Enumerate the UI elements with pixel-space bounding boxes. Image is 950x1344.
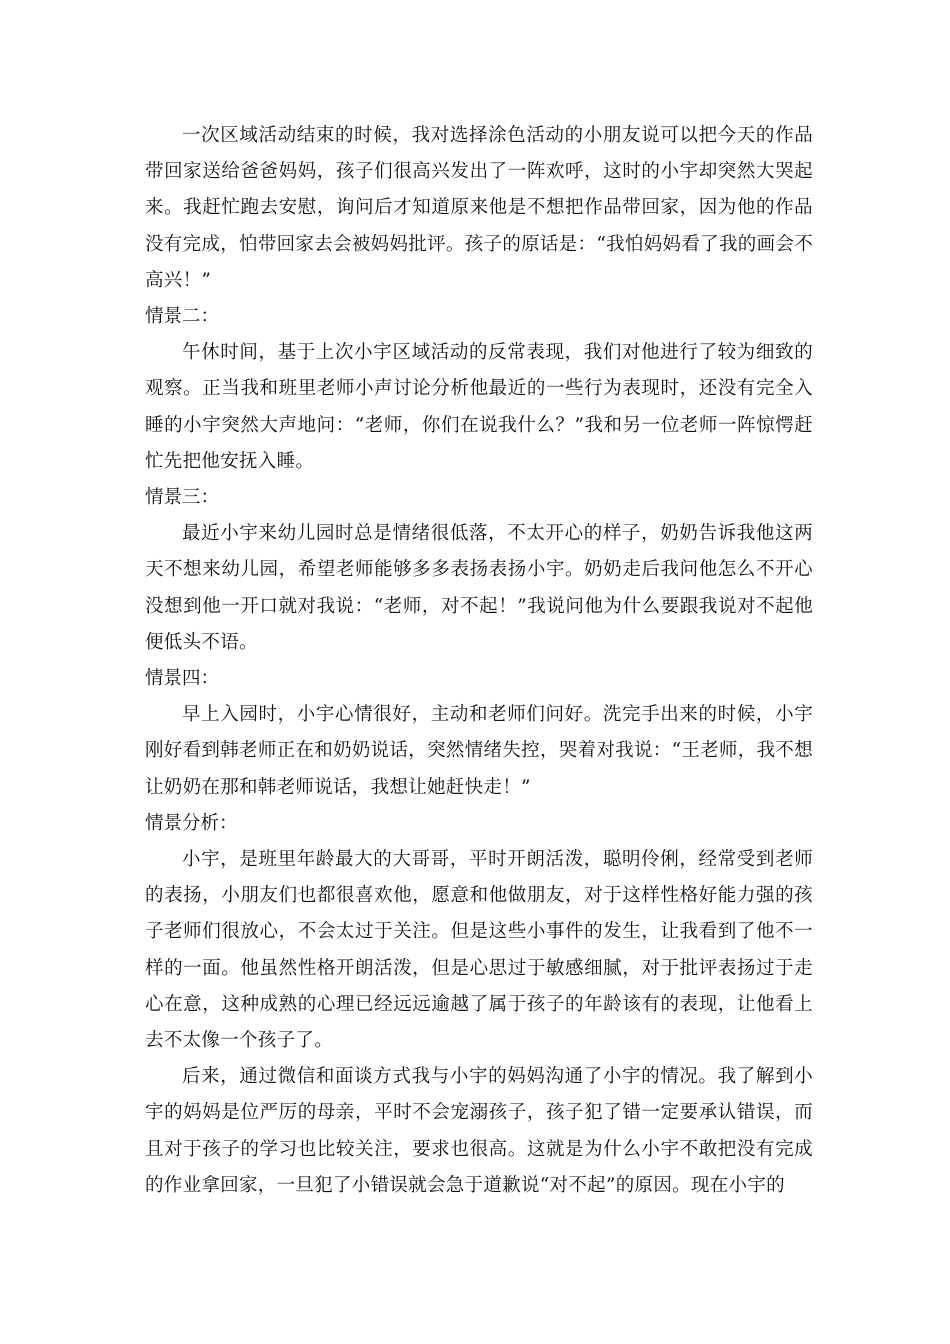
- paragraph-coloring-activity: 一次区域活动结束的时候，我对选择涂色活动的小朋友说可以把今天的作品带回家送给爸爸妈妈，孩子们很高兴发出了一阵欢呼，这时的小宇却突然大哭起来。我赶忙跑去安慰，询问后才知道原来他是不想把作品带回家，因为他的作品没有完成，怕带回家去会被妈妈批评。孩子的原话是：“我怕妈妈看了我的画会不高兴！”: [145, 125, 813, 291]
- heading-scene-three: 情景三：: [145, 487, 220, 509]
- paragraph-nap-time: 午休时间，基于上次小宇区域活动的反常表现，我们对他进行了较为细致的观察。正当我和班里老师小声讨论分析他最近的一些行为表现时，还没有完全入睡的小宇突然大声地问：“老师，你们在说我什么？”我和另一位老师一阵惊愕赶忙先把他安抚入睡。: [145, 342, 813, 472]
- heading-scene-four: 情景四：: [145, 668, 220, 690]
- paragraph-mother-communication: 后来，通过微信和面谈方式我与小宇的妈妈沟通了小宇的情况。我了解到小宇的妈妈是位严厉的母亲，平时不会宠溺孩子，孩子犯了错一定要承认错误，而且对于孩子的学习也比较关注，要求也很高。这就是为什么小宇不敢把没有完成的作业拿回家，一旦犯了小错误就会急于道歉说“对不起”的原因。现在小宇的: [145, 1066, 813, 1196]
- paragraph-analysis: 小宇，是班里年龄最大的大哥哥，平时开朗活泼，聪明伶俐，经常受到老师的表扬，小朋友们也都很喜欢他，愿意和他做朋友，对于这样性格好能力强的孩子老师们很放心，不会太过于关注。但是这些小事件的发生，让我看到了他不一样的一面。他虽然性格开朗活泼，但是心思过于敏感细腻，对于批评表扬过于走心在意，这种成熟的心理已经远远逾越了属于孩子的年龄该有的表现，让他看上去不太像一个孩子了。: [145, 849, 813, 1052]
- heading-scene-two: 情景二：: [145, 306, 220, 328]
- paragraph-morning-arrival: 早上入园时，小宇心情很好，主动和老师们问好。洗完手出来的时候，小宇刚好看到韩老师正在和奶奶说话，突然情绪失控，哭着对我说：“王老师，我不想让奶奶在那和韩老师说话，我想让她赶快走！”: [145, 704, 813, 798]
- paragraph-low-mood: 最近小宇来幼儿园时总是情绪很低落，不太开心的样子，奶奶告诉我他这两天不想来幼儿园，希望老师能够多多表扬表扬小宇。奶奶走后我问他怎么不开心没想到他一开口就对我说：“老师，对不起！”我说问他为什么要跟我说对不起他便低头不语。: [145, 523, 813, 653]
- heading-scene-analysis: 情景分析：: [145, 812, 238, 834]
- document-body: [145, 118, 813, 1204]
